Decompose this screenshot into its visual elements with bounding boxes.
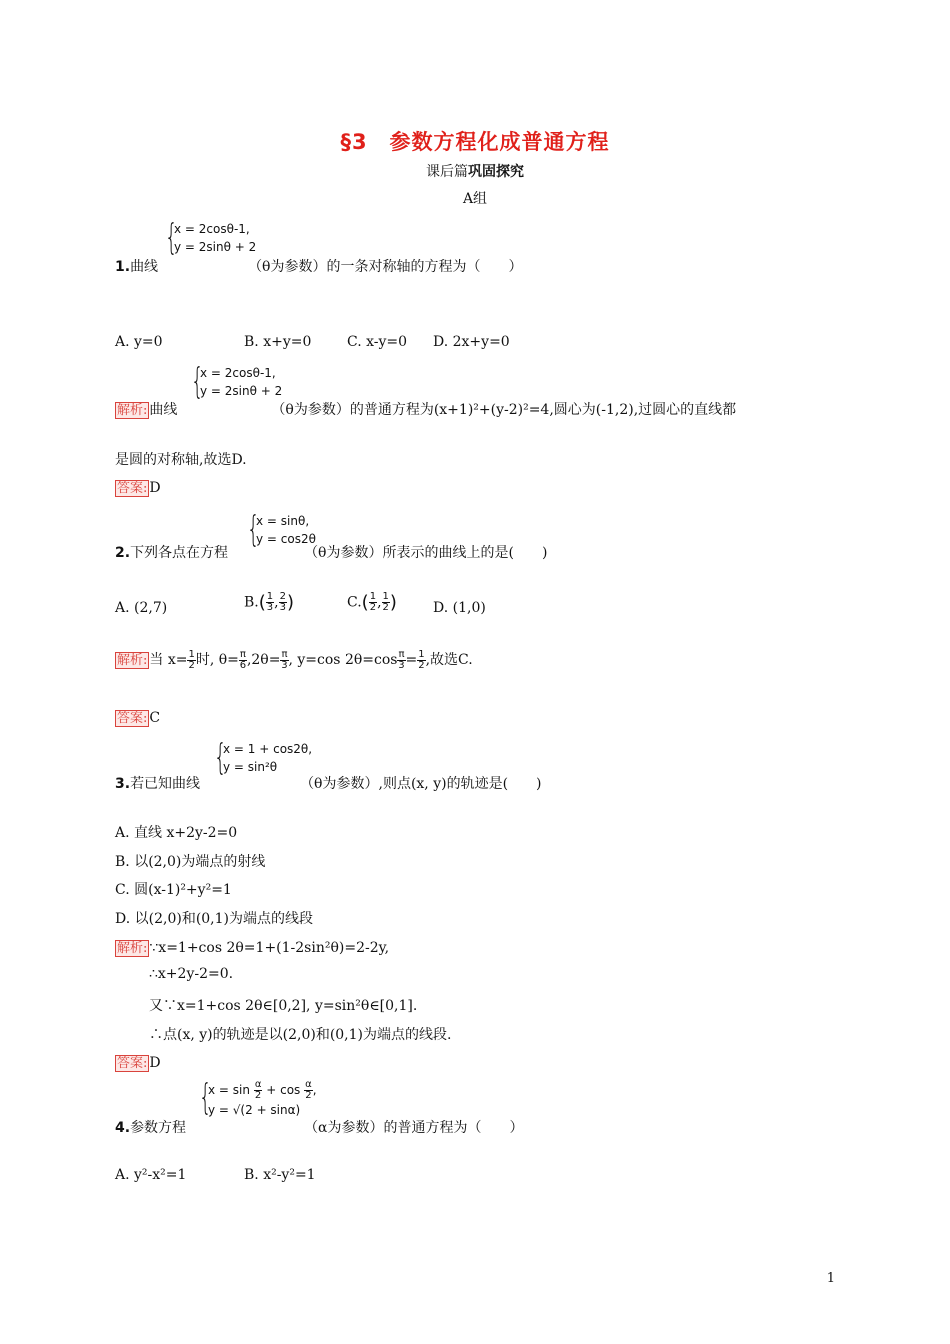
analysis-tag: 解析:	[117, 941, 148, 956]
q2-parametric-system: { x = sinθ, y = cos2θ	[247, 509, 316, 550]
q4-option-a: A. y²-x²=1	[115, 1167, 187, 1183]
q1-analysis-line2: 是圆的对称轴,故选D.	[115, 452, 247, 468]
answer-tag: 答案:	[117, 711, 148, 726]
q2-answer: 答案: C	[117, 710, 161, 726]
q3-analysis-3: 又∵x=1+cos 2θ∈[0,2], y=sin²θ∈[0,1].	[149, 998, 418, 1014]
q1-option-d: D. 2x+y=0	[433, 334, 510, 350]
analysis-tag: 解析:	[117, 403, 148, 418]
q4-question: 4.参数方程 （α为参数）的普通方程为（ ）	[115, 1120, 524, 1136]
q2-option-d: D. (1,0)	[433, 600, 486, 616]
group-label: A组	[462, 191, 488, 207]
q2-option-b: B.( $\frac{1}{3}$ , $\frac{2}{3}$ )	[244, 591, 295, 613]
q2-analysis: 解析: 当 x= $\frac{1}{2}$ 时, θ= $\frac{\pi}{6}$ ,2θ= $\frac{\pi}{3}$ , y=cos 2θ=cos $\frac{\pi}{3}$ = $\frac{1}{2}$ ,故选C.	[117, 648, 473, 671]
q1-option-b: B. x+y=0	[244, 334, 312, 350]
answer-tag: 答案:	[117, 1056, 148, 1071]
q2-question: 2.下列各点在方程 （θ为参数）所表示的曲线上的是( )	[115, 545, 548, 561]
q3-analysis-4: ∴点(x, y)的轨迹是以(2,0)和(0,1)为端点的线段.	[149, 1027, 452, 1043]
q3-option-c: C. 圆(x-1)²+y²=1	[115, 882, 232, 898]
answer-tag: 答案:	[117, 481, 148, 496]
section-subtitle: 课后篇巩固探究	[426, 164, 524, 180]
q1-question: 1.曲线 （θ为参数）的一条对称轴的方程为（ ）	[115, 259, 523, 275]
page-title: §3 参数方程化成普通方程	[340, 130, 610, 154]
q4-parametric-system: { x = sin $\frac{\alpha}{2}$ + cos $\frac{\alpha}{2}$ , y = √(2 + sinα)	[199, 1077, 317, 1118]
analysis-tag: 解析:	[117, 653, 148, 668]
q3-answer: 答案: D	[117, 1055, 161, 1071]
q1-answer: 答案: D	[117, 480, 161, 496]
q3-option-d: D. 以(2,0)和(0,1)为端点的线段	[115, 911, 314, 927]
page-number: 1	[826, 1271, 835, 1286]
q3-option-b: B. 以(2,0)为端点的射线	[115, 854, 266, 870]
q2-option-c: C.( $\frac{1}{2}$ , $\frac{1}{2}$ )	[347, 591, 397, 613]
q3-option-a: A. 直线 x+2y-2=0	[115, 825, 238, 841]
q1-parametric-system: { x = 2cosθ-1, y = 2sinθ + 2	[165, 217, 257, 258]
q3-question: 3.若已知曲线 （θ为参数）,则点(x, y)的轨迹是( )	[115, 776, 542, 792]
q1-option-a: A. y=0	[115, 334, 163, 350]
q4-option-b: B. x²-y²=1	[244, 1167, 316, 1183]
q3-parametric-system: { x = 1 + cos2θ, y = sin²θ	[214, 737, 313, 778]
q3-analysis-2: ∴x+2y-2=0.	[149, 966, 234, 982]
q1-analysis-system: { x = 2cosθ-1, y = 2sinθ + 2	[191, 361, 283, 402]
q1-option-c: C. x-y=0	[347, 334, 408, 350]
q1-analysis: 解析: 曲线 （θ为参数）的普通方程为(x+1)²+(y-2)²=4,圆心为(-1,2),过圆心的直线都	[117, 402, 737, 418]
q3-analysis-1: 解析: ∵x=1+cos 2θ=1+(1-2sin²θ)=2-2y,	[117, 940, 390, 956]
q2-option-a: A. (2,7)	[115, 600, 168, 616]
